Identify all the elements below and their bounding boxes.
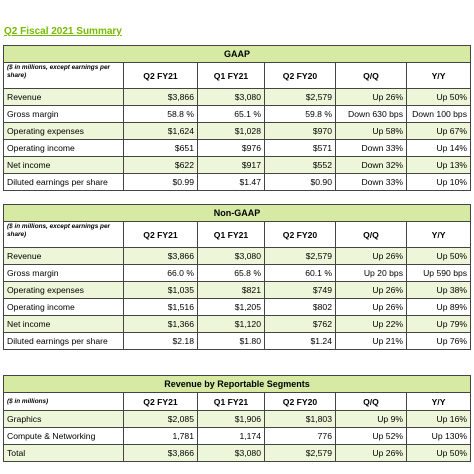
- table-cell: Down 33%: [336, 174, 407, 191]
- table-cell: Up 50%: [407, 89, 471, 106]
- table-cell: 58.8 %: [124, 106, 198, 123]
- table-cell: Up 67%: [407, 123, 471, 140]
- gaap-table: [3, 45, 471, 191]
- table-cell: Up 58%: [336, 123, 407, 140]
- table-cell: Up 89%: [407, 299, 471, 316]
- column-header: Y/Y: [407, 63, 471, 89]
- table-cell: $3,080: [198, 248, 265, 265]
- unit-note: ($ in millions, except earnings per share): [4, 63, 124, 89]
- table-cell: Up 26%: [336, 299, 407, 316]
- table-cell: $749: [265, 282, 336, 299]
- table-cell: Up 52%: [336, 428, 407, 445]
- table-cell: Up 22%: [336, 316, 407, 333]
- table-cell: $1,624: [124, 123, 198, 140]
- table-cell: $1,120: [198, 316, 265, 333]
- table-cell: Up 20 bps: [336, 265, 407, 282]
- table-cell: $2,579: [265, 89, 336, 106]
- row-label: Diluted earnings per share: [4, 333, 124, 350]
- table-cell: $3,080: [198, 445, 265, 462]
- row-label: Operating income: [4, 299, 124, 316]
- table-cell: Down 33%: [336, 140, 407, 157]
- column-header: Q/Q: [336, 222, 407, 248]
- table-cell: 65.1 %: [198, 106, 265, 123]
- table-cell: Up 9%: [336, 411, 407, 428]
- segments-table: [3, 375, 471, 462]
- table-cell: Up 26%: [336, 248, 407, 265]
- row-label: Operating expenses: [4, 282, 124, 299]
- table-row: [4, 299, 471, 316]
- table-cell: $3,080: [198, 89, 265, 106]
- row-label: Operating income: [4, 140, 124, 157]
- table-cell: 1,781: [124, 428, 198, 445]
- row-label: Diluted earnings per share: [4, 174, 124, 191]
- table-cell: 1,174: [198, 428, 265, 445]
- table-heading: Revenue by Reportable Segments: [4, 376, 471, 393]
- column-header: Q/Q: [336, 63, 407, 89]
- table-cell: $2.18: [124, 333, 198, 350]
- table-cell: Up 590 bps: [407, 265, 471, 282]
- table-cell: Up 26%: [336, 89, 407, 106]
- table-cell: 59.8 %: [265, 106, 336, 123]
- row-label: Revenue: [4, 248, 124, 265]
- page-title[interactable]: Q2 Fiscal 2021 Summary: [4, 26, 122, 37]
- table-cell: Up 79%: [407, 316, 471, 333]
- non-gaap-table: [3, 204, 471, 350]
- table-row: [4, 333, 471, 350]
- table-cell: $651: [124, 140, 198, 157]
- table-row: [4, 282, 471, 299]
- table-cell: $2,579: [265, 445, 336, 462]
- table-cell: $1,205: [198, 299, 265, 316]
- table-cell: $1.47: [198, 174, 265, 191]
- table-cell: Down 100 bps: [407, 106, 471, 123]
- column-header: Q1 FY21: [198, 222, 265, 248]
- column-header: Q1 FY21: [198, 63, 265, 89]
- column-header: Q2 FY21: [124, 222, 198, 248]
- row-label: Total: [4, 445, 124, 462]
- row-label: Operating expenses: [4, 123, 124, 140]
- table-cell: Down 630 bps: [336, 106, 407, 123]
- table-cell: Up 26%: [336, 282, 407, 299]
- table-row: [4, 106, 471, 123]
- column-header: Q2 FY21: [124, 63, 198, 89]
- table-cell: Up 10%: [407, 174, 471, 191]
- table-cell: $1,028: [198, 123, 265, 140]
- table-cell: Up 16%: [407, 411, 471, 428]
- unit-note: ($ in millions): [4, 393, 124, 411]
- table-row: [4, 140, 471, 157]
- table-cell: Up 26%: [336, 445, 407, 462]
- table-cell: 60.1 %: [265, 265, 336, 282]
- table-cell: $622: [124, 157, 198, 174]
- table-cell: $3,866: [124, 248, 198, 265]
- row-label: Compute & Networking: [4, 428, 124, 445]
- table-cell: $1,366: [124, 316, 198, 333]
- table-cell: $821: [198, 282, 265, 299]
- table-heading: Non-GAAP: [4, 205, 471, 222]
- table-cell: $552: [265, 157, 336, 174]
- row-label: Net income: [4, 157, 124, 174]
- table-cell: $2,579: [265, 248, 336, 265]
- table-cell: $1.80: [198, 333, 265, 350]
- table-cell: $0.90: [265, 174, 336, 191]
- table-cell: $802: [265, 299, 336, 316]
- row-label: Graphics: [4, 411, 124, 428]
- table-cell: $917: [198, 157, 265, 174]
- row-label: Gross margin: [4, 106, 124, 123]
- row-label: Net income: [4, 316, 124, 333]
- column-header: Q2 FY21: [124, 393, 198, 411]
- table-cell: Down 32%: [336, 157, 407, 174]
- column-header: Q/Q: [336, 393, 407, 411]
- column-header: Q1 FY21: [198, 393, 265, 411]
- unit-note: ($ in millions, except earnings per share): [4, 222, 124, 248]
- table-row: [4, 123, 471, 140]
- column-header: Q2 FY20: [265, 393, 336, 411]
- table-row: [4, 428, 471, 445]
- table-row: [4, 411, 471, 428]
- table-row: [4, 157, 471, 174]
- table-cell: $1,803: [265, 411, 336, 428]
- table-row: [4, 265, 471, 282]
- table-cell: $1.24: [265, 333, 336, 350]
- table-cell: $1,035: [124, 282, 198, 299]
- table-row: [4, 248, 471, 265]
- table-cell: Up 38%: [407, 282, 471, 299]
- table-cell: $970: [265, 123, 336, 140]
- table-cell: $976: [198, 140, 265, 157]
- column-header: Q2 FY20: [265, 63, 336, 89]
- table-row: [4, 316, 471, 333]
- table-cell: 65.8 %: [198, 265, 265, 282]
- table-cell: Up 50%: [407, 445, 471, 462]
- table-cell: Up 50%: [407, 248, 471, 265]
- table-cell: $2,085: [124, 411, 198, 428]
- row-label: Gross margin: [4, 265, 124, 282]
- table-cell: 66.0 %: [124, 265, 198, 282]
- column-header: Y/Y: [407, 393, 471, 411]
- table-cell: Up 76%: [407, 333, 471, 350]
- table-row: [4, 174, 471, 191]
- table-cell: $0.99: [124, 174, 198, 191]
- table-cell: $762: [265, 316, 336, 333]
- table-cell: $3,866: [124, 445, 198, 462]
- column-header: Q2 FY20: [265, 222, 336, 248]
- table-cell: $571: [265, 140, 336, 157]
- table-cell: $1,906: [198, 411, 265, 428]
- column-header: Y/Y: [407, 222, 471, 248]
- row-label: Revenue: [4, 89, 124, 106]
- table-cell: Up 130%: [407, 428, 471, 445]
- table-cell: Up 14%: [407, 140, 471, 157]
- table-cell: $1,516: [124, 299, 198, 316]
- table-cell: 776: [265, 428, 336, 445]
- table-row: [4, 445, 471, 462]
- table-cell: Up 21%: [336, 333, 407, 350]
- table-cell: $3,866: [124, 89, 198, 106]
- table-cell: Up 13%: [407, 157, 471, 174]
- table-heading: GAAP: [4, 46, 471, 63]
- table-row: [4, 89, 471, 106]
